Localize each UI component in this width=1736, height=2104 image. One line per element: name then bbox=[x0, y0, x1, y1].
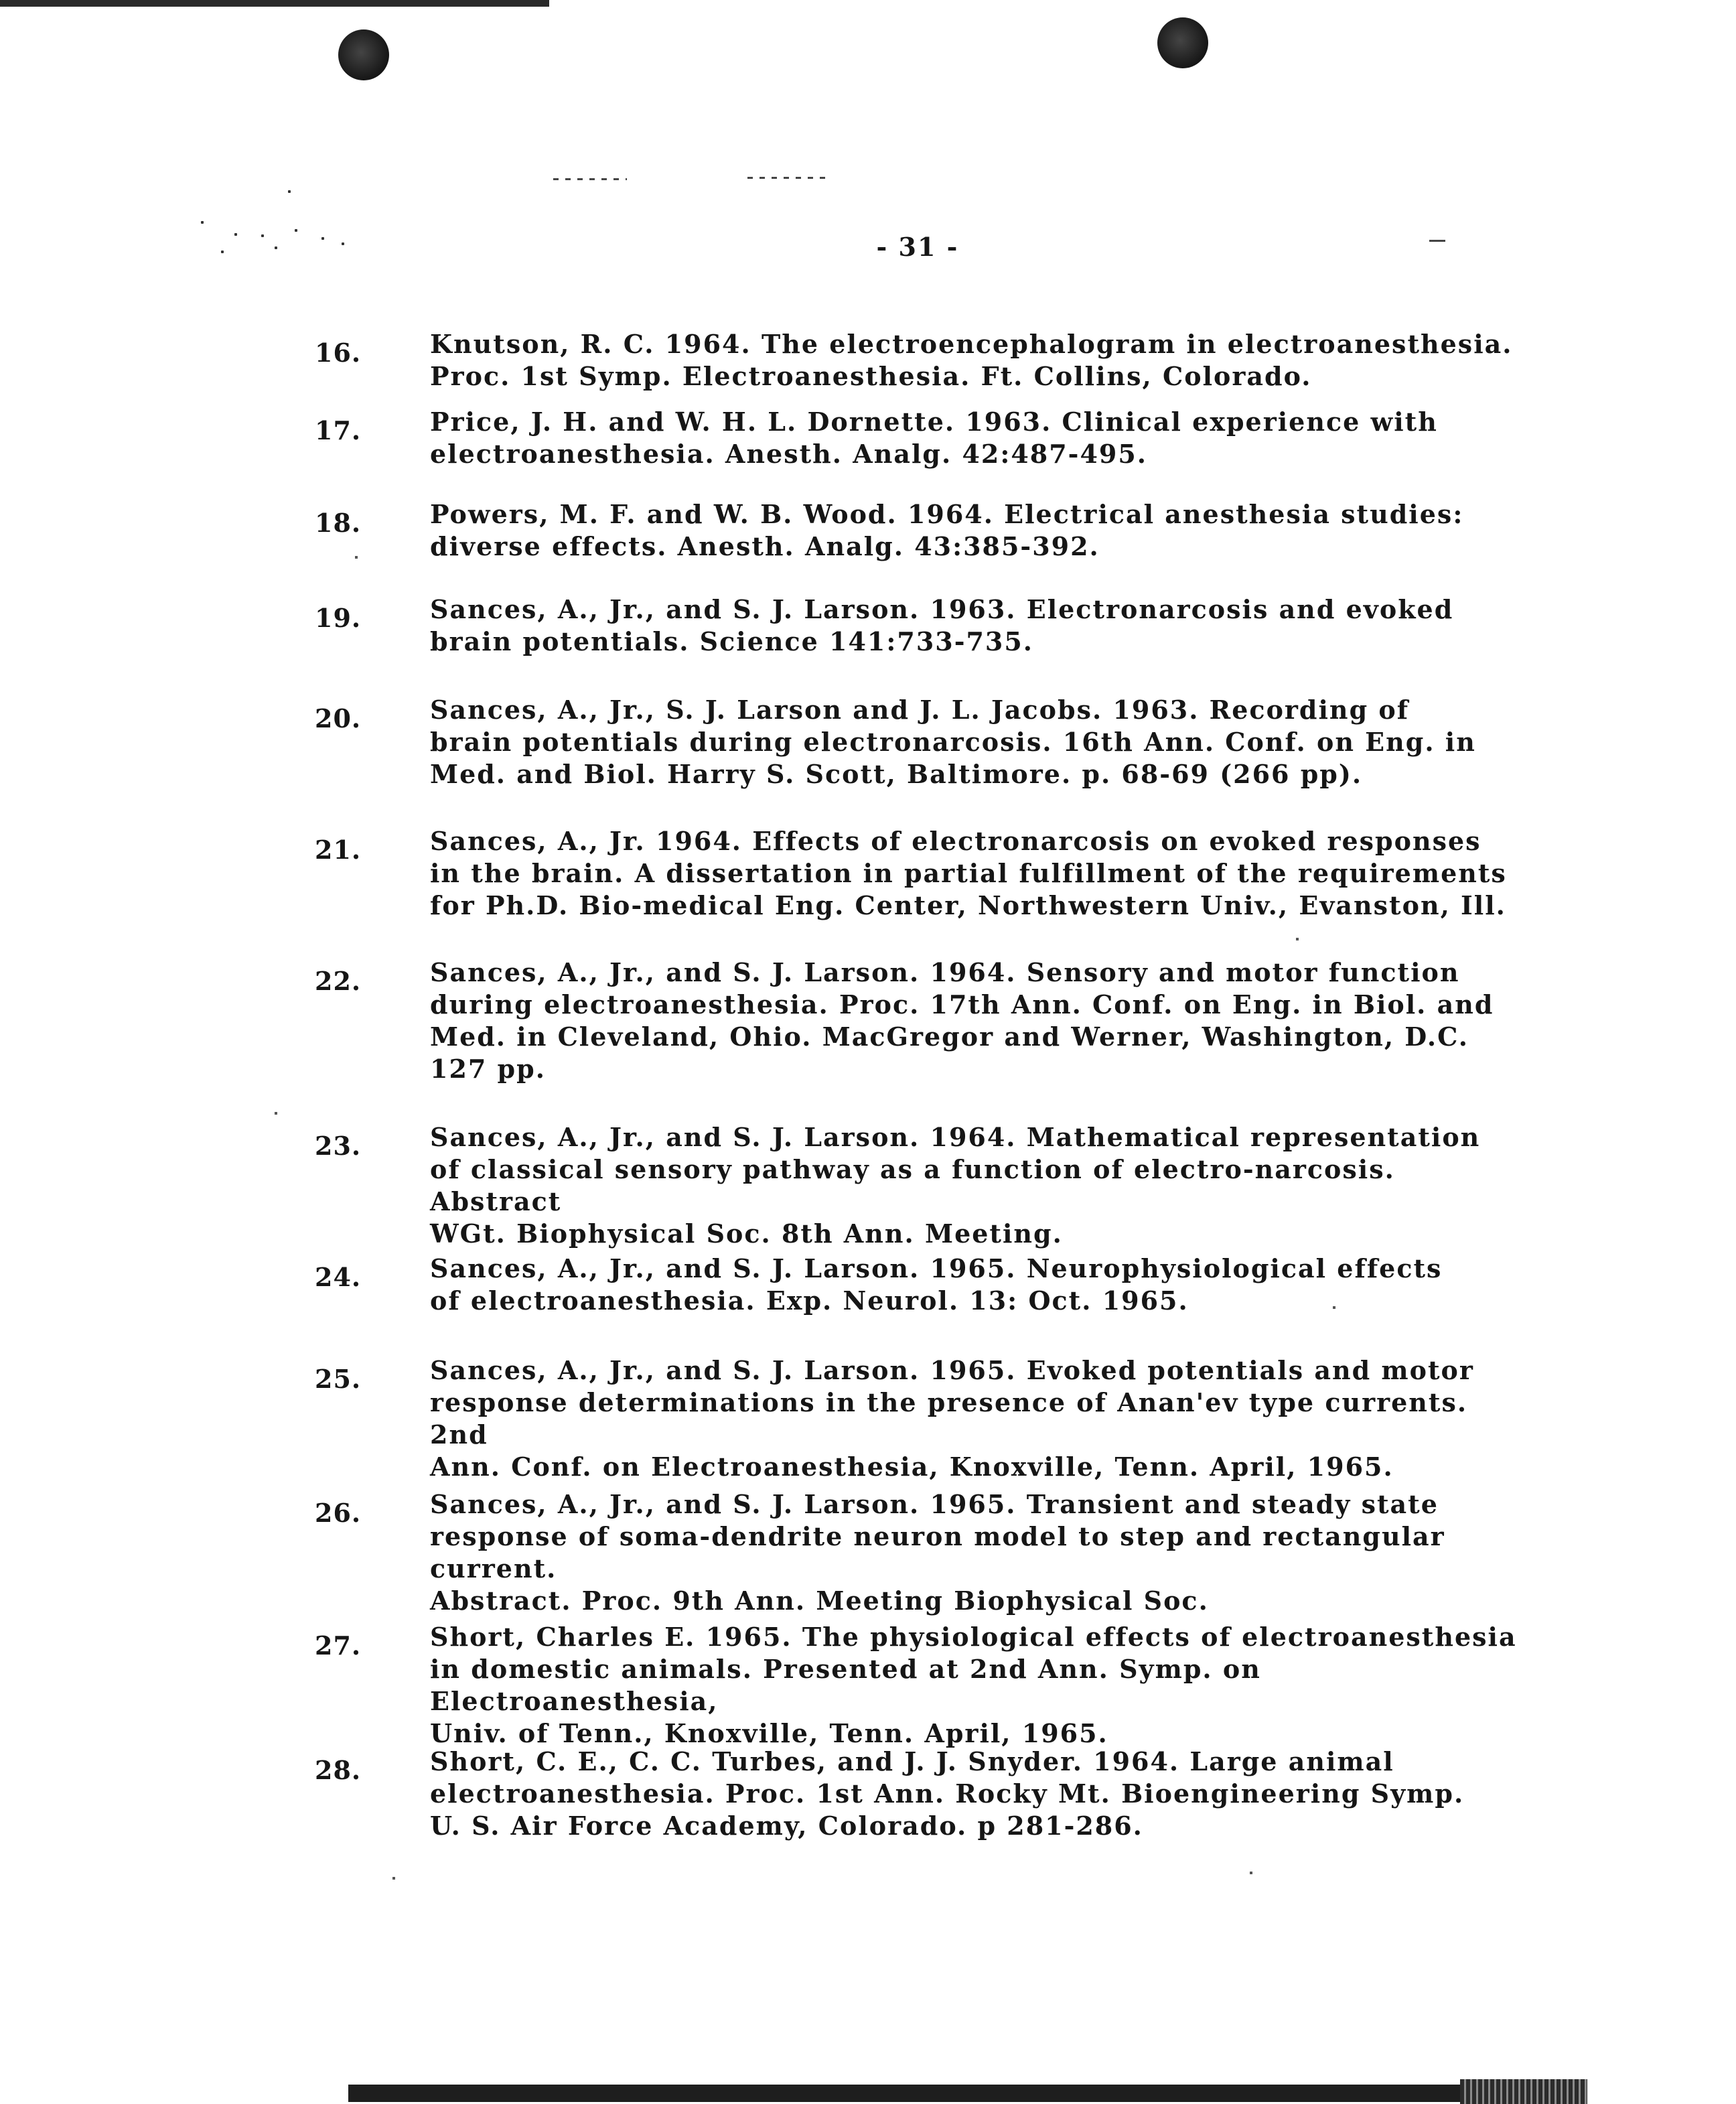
reference-text: Sances, A., Jr., and S. J. Larson. 1964. Sensory and motor function during electroanesthesia. Proc. 17th Ann. Conf. on Eng. in Biol. and Med. in Cleveland, Ohio. MacGregor and Werner, Washington, D.C. 127 pp. bbox=[430, 957, 1494, 1084]
reference-text: Short, Charles E. 1965. The physiological effects of electroanesthesia in domestic animals. Presented at 2nd Ann. Symp. on Electroanesthesia, Univ. of Tenn., Knoxville, Tenn. April, 1965. bbox=[430, 1622, 1517, 1748]
reference-text: Sances, A., Jr. 1964. Effects of electronarcosis on evoked responses in the brain. A dissertation in partial fulfillment of the requirements for Ph.D. Bio-medical Eng. Center, Northwestern Univ., Evanston, Ill. bbox=[430, 826, 1507, 920]
reference-number: 17. bbox=[315, 415, 362, 445]
page-number: - 31 - bbox=[876, 232, 959, 262]
reference-text: Sances, A., Jr., and S. J. Larson. 1965. Neurophysiological effects of electroanesthesia. Exp. Neurol. 13: Oct. 1965. bbox=[430, 1253, 1443, 1316]
reference-number: 22. bbox=[315, 966, 362, 996]
scan-edge-bottom bbox=[348, 2085, 1587, 2102]
reference-text: Sances, A., Jr., and S. J. Larson. 1964. Mathematical representation of classical sensory pathway as a function of electro-narcosis. Abstract WGt. Biophysical Soc. 8th Ann. Meeting. bbox=[430, 1122, 1481, 1249]
reference-number: 21. bbox=[315, 835, 362, 865]
reference-text: Knutson, R. C. 1964. The electroencephalogram in electroanesthesia. Proc. 1st Symp. Electroanesthesia. Ft. Collins, Colorado. bbox=[430, 329, 1513, 391]
reference-text: Price, J. H. and W. H. L. Dornette. 1963. Clinical experience with electroanesthesia. Anesth. Analg. 42:487-495. bbox=[430, 407, 1438, 469]
scan-edge-bottom-noise bbox=[1460, 2079, 1587, 2104]
reference-text: Sances, A., Jr., and S. J. Larson. 1965. Evoked potentials and motor response determinations in the presence of Anan'ev type currents. 2nd Ann. Conf. on Electroanesthesia, Knoxville, Tenn. April, 1965. bbox=[430, 1355, 1474, 1482]
reference-number: 20. bbox=[315, 703, 362, 733]
reference-text: Sances, A., Jr., and S. J. Larson. 1963. Electronarcosis and evoked brain potentials. Science 141:733-735. bbox=[430, 594, 1454, 656]
reference-number: 18. bbox=[315, 508, 362, 538]
reference-number: 27. bbox=[315, 1630, 362, 1661]
reference-number: 25. bbox=[315, 1364, 362, 1394]
reference-number: 26. bbox=[315, 1498, 362, 1528]
reference-number: 16. bbox=[315, 338, 362, 368]
reference-number: 24. bbox=[315, 1262, 362, 1292]
reference-text: Sances, A., Jr., and S. J. Larson. 1965. Transient and steady state response of soma-dendrite neuron model to step and rectangular current. Abstract. Proc. 9th Ann. Meeting Biophysical Soc. bbox=[430, 1489, 1445, 1616]
reference-text: Short, C. E., C. C. Turbes, and J. J. Snyder. 1964. Large animal electroanesthesia. Proc. 1st Ann. Rocky Mt. Bioengineering Symp. U. S. Air Force Academy, Colorado. p 281-286. bbox=[430, 1746, 1465, 1841]
reference-number: 19. bbox=[315, 603, 362, 633]
reference-number: 23. bbox=[315, 1131, 362, 1161]
reference-number: 28. bbox=[315, 1755, 362, 1785]
reference-text: Sances, A., Jr., S. J. Larson and J. L. Jacobs. 1963. Recording of brain potentials during electronarcosis. 16th Ann. Conf. on Eng. in Med. and Biol. Harry S. Scott, Baltimore. p. 68-69 (266 pp). bbox=[430, 695, 1476, 789]
reference-text: Powers, M. F. and W. B. Wood. 1964. Electrical anesthesia studies: diverse effects. Anesth. Analg. 43:385-392. bbox=[430, 499, 1464, 561]
